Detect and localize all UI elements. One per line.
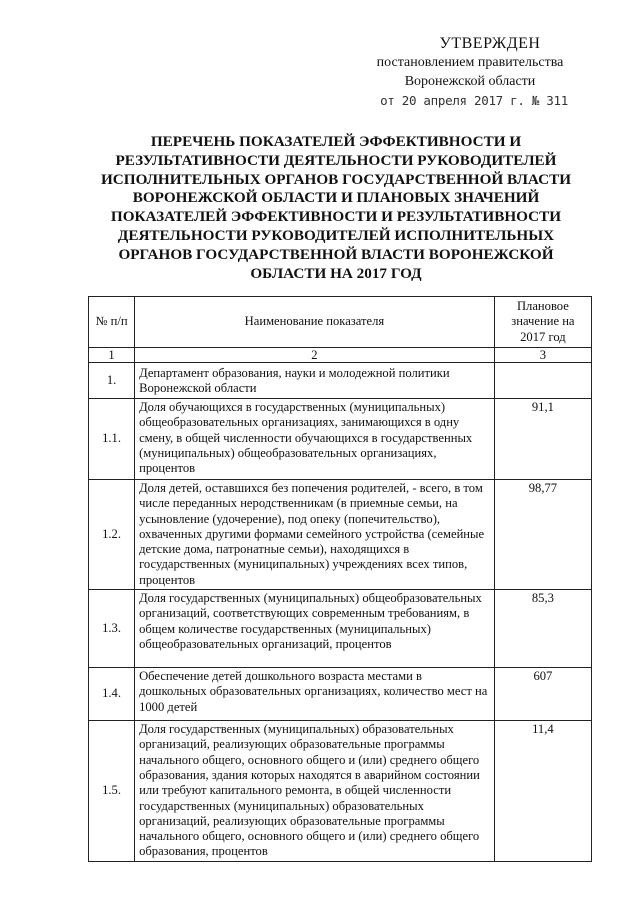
- column-number: 2: [135, 348, 495, 363]
- row-value: 11,4: [494, 721, 591, 862]
- table-row: [89, 721, 592, 862]
- approval-block: [340, 34, 600, 110]
- row-value: [494, 363, 591, 399]
- row-num: 1.: [89, 363, 135, 399]
- row-value: 98,77: [494, 480, 591, 590]
- row-num: 1.4.: [89, 668, 135, 721]
- row-num: 1.5.: [89, 721, 135, 862]
- column-number: 1: [89, 348, 135, 363]
- table-row: [89, 363, 592, 399]
- approval-line-1: постановлением правительства: [376, 55, 564, 70]
- row-name: Департамент образования, науки и молодежной политики Воронежской области: [135, 363, 495, 399]
- approval-date-stamp: от 20 апреля 2017 г. № 311: [380, 93, 568, 108]
- table-row: [89, 480, 592, 590]
- row-name: Доля детей, оставшихся без попечения родителей, - всего, в том числе переданных неродственникам (в приемные семьи, на усыновление (удочерение), под опеку (попечительство), охваченных другими формами семейного устройства (семейные детские дома, патронатные семьи), находящихся в государственных (муниципальных) учреждениях всех типов, процентов: [135, 480, 495, 590]
- indicators-table: [88, 296, 592, 862]
- table-row: [89, 399, 592, 480]
- header-value: Плановое значение на 2017 год: [494, 297, 591, 348]
- row-name: Доля обучающихся в государственных (муниципальных) общеобразовательных организациях, занимающихся в одну смену, в общей численности обучающихся в государственных (муниципальных) общеобразовательных организациях, процентов: [135, 399, 495, 480]
- table-row: [89, 590, 592, 668]
- column-number-row: [89, 348, 592, 363]
- table-header-row: [89, 297, 592, 348]
- approval-heading: УТВЕРЖДЕН: [439, 35, 541, 52]
- row-num: 1.1.: [89, 399, 135, 480]
- row-num: 1.3.: [89, 590, 135, 668]
- row-value: 607: [494, 668, 591, 721]
- header-name: Наименование показателя: [135, 297, 495, 348]
- row-num: 1.2.: [89, 480, 135, 590]
- row-value: 85,3: [494, 590, 591, 668]
- table-row: [89, 668, 592, 721]
- row-value: 91,1: [494, 399, 591, 480]
- approval-line-2: Воронежской области: [404, 74, 536, 89]
- column-number: 3: [494, 348, 591, 363]
- row-name: Обеспечение детей дошкольного возраста местами в дошкольных образовательных организациях, количество мест на 1000 детей: [135, 668, 495, 721]
- header-num: № п/п: [89, 297, 135, 348]
- document-title: ПЕРЕЧЕНЬ ПОКАЗАТЕЛЕЙ ЭФФЕКТИВНОСТИ И РЕЗУЛЬТАТИВНОСТИ ДЕЯТЕЛЬНОСТИ РУКОВОДИТЕЛЕЙ ИСПОЛНИТЕЛЬНЫХ ОРГАНОВ ГОСУДАРСТВЕННОЙ ВЛАСТИ ВОРОНЕЖСКОЙ ОБЛАСТИ И ПЛАНОВЫХ ЗНАЧЕНИЙ ПОКАЗАТЕЛЕЙ ЭФФЕКТИВНОСТИ И РЕЗУЛЬТАТИВНОСТИ ДЕЯТЕЛЬНОСТИ РУКОВОДИТЕЛЕЙ ИСПОЛНИТЕЛЬНЫХ ОРГАНОВ ГОСУДАРСТВЕННОЙ ВЛАСТИ ВОРОНЕЖСКОЙ ОБЛАСТИ НА 2017 ГОД: [100, 133, 572, 282]
- row-name: Доля государственных (муниципальных) общеобразовательных организаций, соответствующих современным требованиям, в общем количестве государственных (муниципальных) общеобразовательных организаций, процентов: [135, 590, 495, 668]
- row-name: Доля государственных (муниципальных) образовательных организаций, реализующих образовательные программы начального общего, основного общего и (или) среднего общего образования, здания которых находятся в аварийном состоянии или требуют капитального ремонта, в общей численности государственных (муниципальных) образовательных организаций, реализующих образовательные программы начального общего, основного общего и (или) среднего общего образования, процентов: [135, 721, 495, 862]
